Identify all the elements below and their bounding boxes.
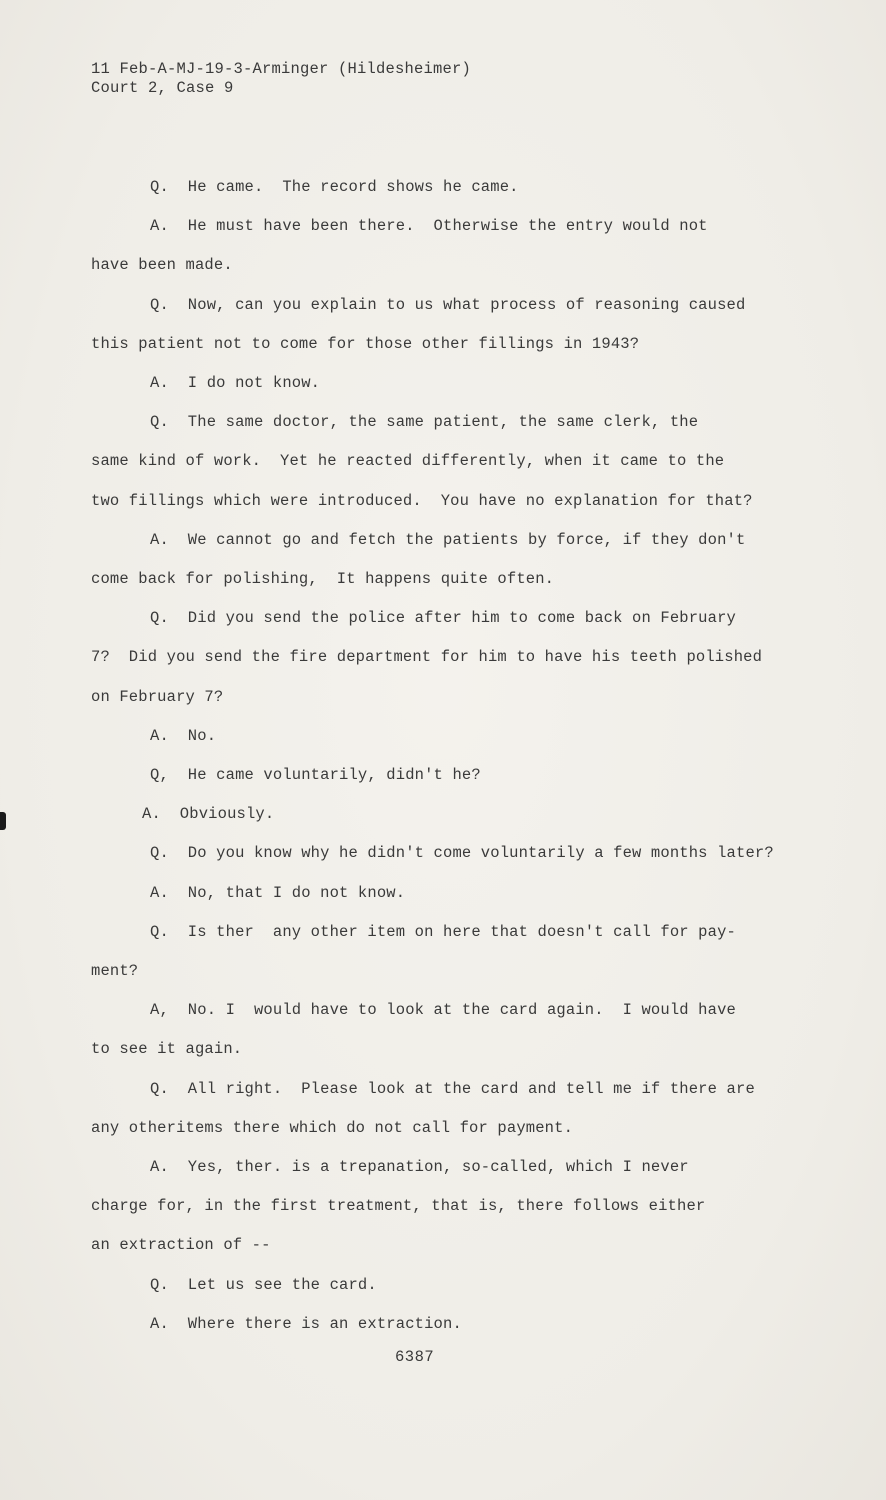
transcript-line: Q. Let us see the card.: [150, 1275, 377, 1294]
transcript-line: A. No.: [150, 726, 217, 745]
transcript-line: Q. Now, can you explain to us what process of reasoning caused: [150, 295, 746, 314]
transcript-line: this patient not to come for those other fillings in 1943?: [91, 334, 640, 353]
transcript-line: an extraction of --: [91, 1236, 271, 1255]
transcript-line: Q. He came. The record shows he came.: [150, 178, 519, 196]
transcript-line: Q. The same doctor, the same patient, the same clerk, the: [150, 413, 699, 432]
header-case-reference: 11 Feb-A-MJ-19-3-Arminger (Hildesheimer): [91, 60, 472, 78]
binding-mark: [0, 812, 6, 830]
transcript-line: A. I do not know.: [150, 374, 321, 392]
transcript-line: to see it again.: [91, 1040, 243, 1059]
transcript-line: 7? Did you send the fire department for him to have his teeth polished: [91, 648, 763, 667]
transcript-line: charge for, in the first treatment, that is, there follows either: [91, 1197, 706, 1216]
page-number: 6387: [395, 1348, 435, 1366]
transcript-line: come back for polishing, It happens quite often.: [91, 570, 555, 588]
transcript-line: have been made.: [91, 256, 233, 275]
transcript-line: Q. Did you send the police after him to come back on February: [150, 609, 736, 628]
transcript-line: Q. Is ther any other item on here that doesn't call for pay-: [150, 922, 736, 941]
transcript-line: ment?: [91, 962, 139, 980]
transcript-line: Q, He came voluntarily, didn't he?: [150, 766, 481, 784]
transcript-line: Q. All right. Please look at the card and tell me if there are: [150, 1079, 755, 1098]
header-court-case: Court 2, Case 9: [91, 79, 234, 97]
transcript-line: A. Yes, ther. is a trepanation, so-called, which I never: [150, 1158, 689, 1176]
transcript-line: A. We cannot go and fetch the patients by force, if they don't: [150, 530, 746, 549]
document-header: [91, 60, 471, 98]
transcript-line: same kind of work. Yet he reacted differently, when it came to the: [91, 452, 725, 471]
transcript-line: two fillings which were introduced. You have no explanation for that?: [91, 491, 753, 510]
transcript-line: A. Obviously.: [142, 805, 275, 824]
transcript-line: on February 7?: [91, 687, 224, 706]
transcript-line: A. Where there is an extraction.: [150, 1314, 462, 1333]
transcript-line: A. No, that I do not know.: [150, 883, 406, 902]
transcript-line: A, No. I would have to look at the card again. I would have: [150, 1001, 736, 1020]
transcript-line: any otheritems there which do not call for payment.: [91, 1118, 574, 1137]
transcript-line: A. He must have been there. Otherwise the entry would not: [150, 217, 708, 236]
transcript-line: Q. Do you know why he didn't come voluntarily a few months later?: [150, 844, 774, 863]
